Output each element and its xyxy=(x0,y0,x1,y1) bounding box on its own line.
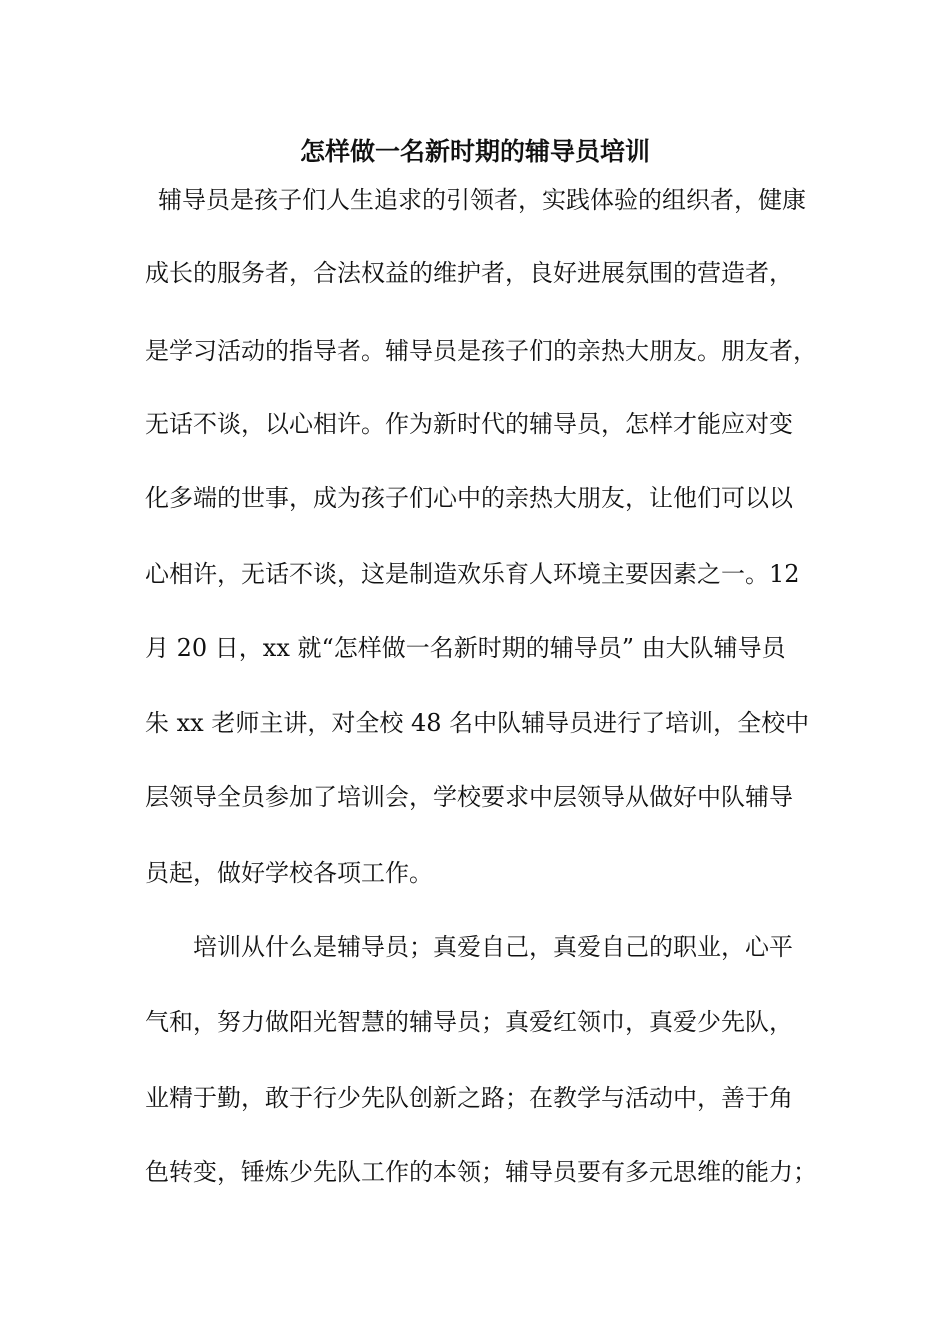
paragraph-line: 色转变，锤炼少先队工作的本领；辅导员要有多元思维的能力； xyxy=(145,1158,817,1186)
paragraph-line: 成长的服务者，合法权益的维护者，良好进展氛围的营造者， xyxy=(145,259,793,287)
paragraph-line: 化多端的世事，成为孩子们心中的亲热大朋友，让他们可以以 xyxy=(145,484,793,512)
paragraph-line: 气和，努力做阳光智慧的辅导员；真爱红领巾，真爱少先队， xyxy=(145,1008,793,1036)
paragraph-line: 朱 xx 老师主讲，对全校 48 名中队辅导员进行了培训，全校中 xyxy=(145,709,810,737)
paragraph-line: 月 20 日，xx 就“怎样做一名新时期的辅导员” 由大队辅导员 xyxy=(145,634,786,662)
paragraph-line: 培训从什么是辅导员；真爱自己，真爱自己的职业，心平 xyxy=(193,933,793,961)
paragraph-line: 心相许，无话不谈，这是制造欢乐育人环境主要因素之一。12 xyxy=(145,560,800,588)
paragraph-line: 层领导全员参加了培训会，学校要求中层领导从做好中队辅导 xyxy=(145,783,793,811)
paragraph-line: 辅导员是孩子们人生追求的引领者，实践体验的组织者，健康 xyxy=(158,186,806,214)
paragraph-line: 业精于勤，敢于行少先队创新之路；在教学与活动中，善于角 xyxy=(145,1084,793,1112)
document-title: 怎样做一名新时期的辅导员培训 xyxy=(299,137,650,166)
paragraph-line: 员起，做好学校各项工作。 xyxy=(145,859,433,887)
paragraph-line: 是学习活动的指导者。辅导员是孩子们的亲热大朋友。朋友者， xyxy=(145,337,817,365)
paragraph-line: 无话不谈，以心相许。作为新时代的辅导员，怎样才能应对变 xyxy=(145,410,793,438)
